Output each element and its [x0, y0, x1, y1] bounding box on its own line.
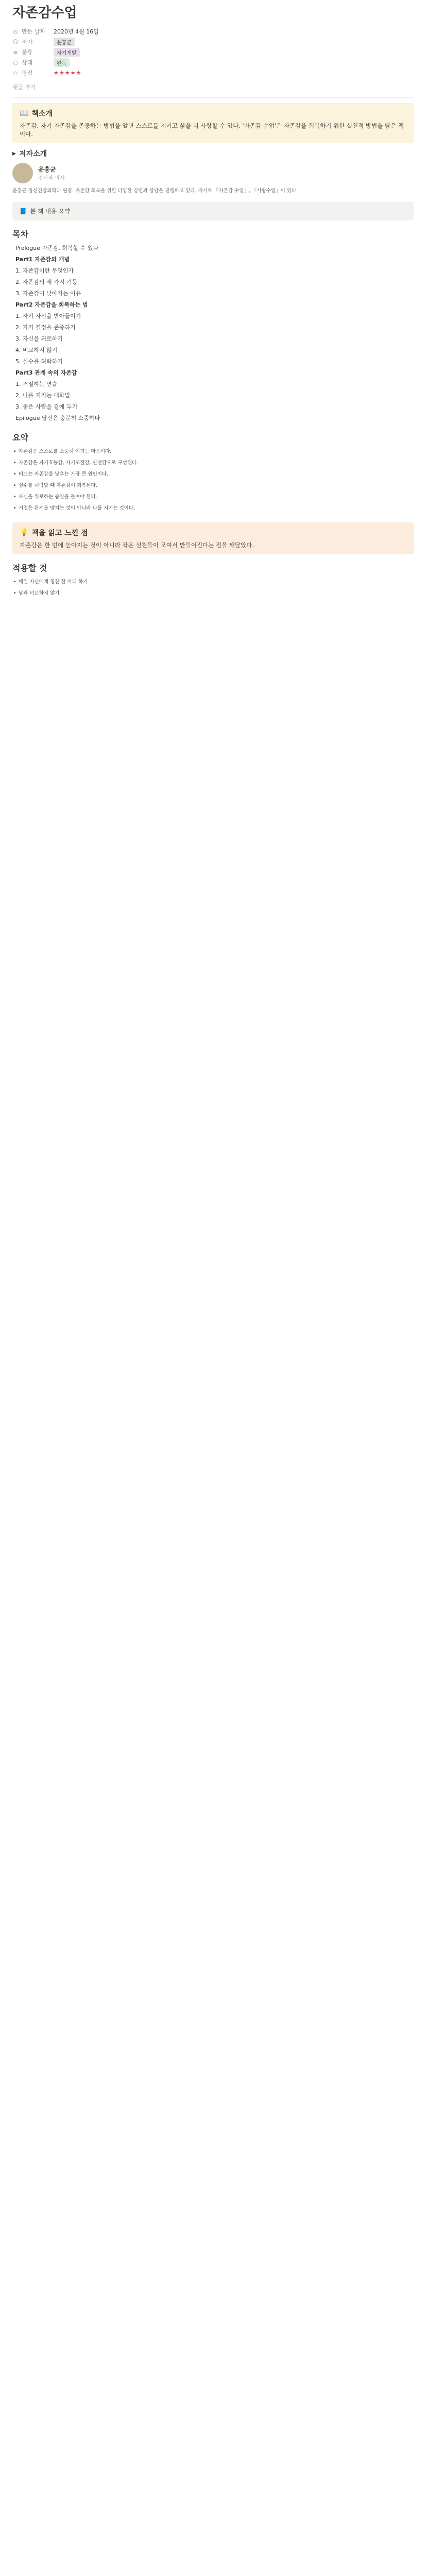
toc-item[interactable]: 2. 나를 지키는 대화법	[15, 392, 70, 399]
list-item: • 비교는 자존감을 낮추는 가장 큰 원인이다.	[12, 469, 414, 480]
property-category[interactable]	[12, 47, 414, 57]
toc-item[interactable]: 2. 자존감의 세 가지 기둥	[15, 279, 78, 285]
book-icon: 📖	[20, 109, 29, 117]
status-pill: 완독	[54, 58, 70, 67]
property-value: 2020년 4월 16일	[54, 28, 99, 35]
author-pill: 윤홍균	[54, 38, 75, 46]
toc-item[interactable]: 1. 자존감이란 무엇인가	[15, 267, 74, 274]
author-toggle[interactable]: ▸ 저자소개	[12, 149, 47, 158]
author-name: 윤홍균	[38, 166, 56, 173]
properties	[12, 26, 414, 78]
person-icon: ☺	[12, 38, 19, 45]
property-rating[interactable]	[12, 67, 414, 78]
toc-title: 목차	[12, 229, 28, 239]
apply-title: 적용할 것	[12, 563, 47, 573]
toc-item[interactable]: 4. 비교하지 않기	[15, 347, 58, 353]
list-item: • 실수를 허락할 때 자존감이 회복된다.	[12, 480, 414, 492]
property-created[interactable]	[12, 26, 414, 37]
author-sub: 정신과 의사	[38, 176, 65, 181]
list-item: • 매일 자신에게 칭찬 한 마디 하기	[12, 577, 414, 588]
circle-icon: ○	[13, 59, 18, 66]
callout-title: 책소개	[31, 110, 53, 118]
star-icon: ☆	[13, 69, 18, 76]
toc-item[interactable]: 1. 거절하는 연습	[15, 381, 58, 387]
bulb-icon: 💡	[20, 529, 29, 537]
toc-item[interactable]: 3. 자신을 위로하기	[15, 335, 63, 342]
category-pill: 자기계발	[54, 48, 80, 57]
toc-item[interactable]: Part3 관계 속의 자존감	[15, 369, 77, 376]
toc-item[interactable]: Part1 자존감의 개념	[15, 256, 70, 263]
reflection-callout: 💡 책을 읽고 느낀 점 자존감은 한 번에 높아지는 것이 아니라 작은 실천들이 모여서 만들어진다는 점을 깨달았다.	[12, 522, 414, 554]
list-item: • 거절은 관계를 망치는 것이 아니라 나를 지키는 것이다.	[12, 503, 414, 514]
toc-item[interactable]: 3. 좋은 사람을 곁에 두기	[15, 403, 78, 410]
property-key: ☆ 평점	[13, 69, 33, 76]
toc-item[interactable]: Part2 자존감을 회복하는 법	[15, 301, 88, 308]
list-item: • 자존감은 자기효능감, 자기조절감, 안전감으로 구성된다.	[12, 457, 414, 469]
add-comment-button[interactable]: 댓글 추가	[12, 84, 37, 91]
toc-item[interactable]: 3. 자존감이 낮아지는 이유	[15, 290, 81, 297]
summary-list	[12, 446, 414, 514]
rating-stars: ★★★★★	[54, 69, 82, 76]
list-icon: ≡	[13, 48, 18, 56]
avatar	[12, 163, 33, 183]
summary-title: 요약	[12, 433, 28, 443]
property-key: ☺ 저자	[12, 38, 33, 45]
callout-text: 자존감. 자기 자존감을 존중하는 방법을 알면 스스로를 지키고 삶을 더 사랑할 수 있다. '자존감 수업'은 자존감을 회복하기 위한 실천적 방법을 담은 책이다.	[20, 122, 404, 138]
triangle-icon: ▸	[12, 149, 16, 158]
author-card	[12, 163, 414, 183]
property-key: ≡ 분류	[13, 48, 33, 56]
property-key: ○ 상태	[13, 59, 33, 66]
toc-item[interactable]: 5. 실수를 허락하기	[15, 358, 63, 365]
property-key: ◷ 만든 날짜	[13, 28, 46, 35]
list-item: • 자존감은 스스로를 소중히 여기는 마음이다.	[12, 446, 414, 457]
toc-item[interactable]: 1. 자기 자신을 받아들이기	[15, 313, 81, 319]
toc-callout: 📘 본 책 내용 요약	[12, 202, 414, 221]
page	[0, 2, 426, 2576]
callout-text: 자존감은 한 번에 높아지는 것이 아니라 작은 실천들이 모여서 만들어진다는 점을 깨달았다.	[20, 541, 254, 549]
clock-icon: ◷	[13, 28, 18, 35]
property-author[interactable]	[12, 37, 414, 47]
toc-list	[12, 243, 414, 424]
list-item: • 남과 비교하지 않기	[12, 588, 414, 599]
toc-item[interactable]: Prologue 자존감, 회복할 수 있다	[15, 245, 99, 251]
book-intro-callout	[12, 103, 414, 143]
property-status[interactable]	[12, 57, 414, 67]
page-title: 자존감수업	[12, 5, 77, 21]
toc-item[interactable]: 2. 자기 결정을 존중하기	[15, 324, 76, 331]
list-item: • 자신을 위로하는 습관을 들여야 한다.	[12, 492, 414, 503]
divider	[12, 97, 414, 98]
toc-item[interactable]: Epilogue 당신은 충분히 소중하다	[15, 415, 100, 421]
apply-list	[12, 577, 414, 599]
book-icon: 📘	[20, 208, 27, 215]
author-bio: 윤홍균 정신건강의학과 원장. 자존감 회복을 위한 다양한 강연과 상담을 진행하고 있다. 저서로 『자존감 수업』, 『사랑수업』이 있다.	[12, 188, 298, 194]
